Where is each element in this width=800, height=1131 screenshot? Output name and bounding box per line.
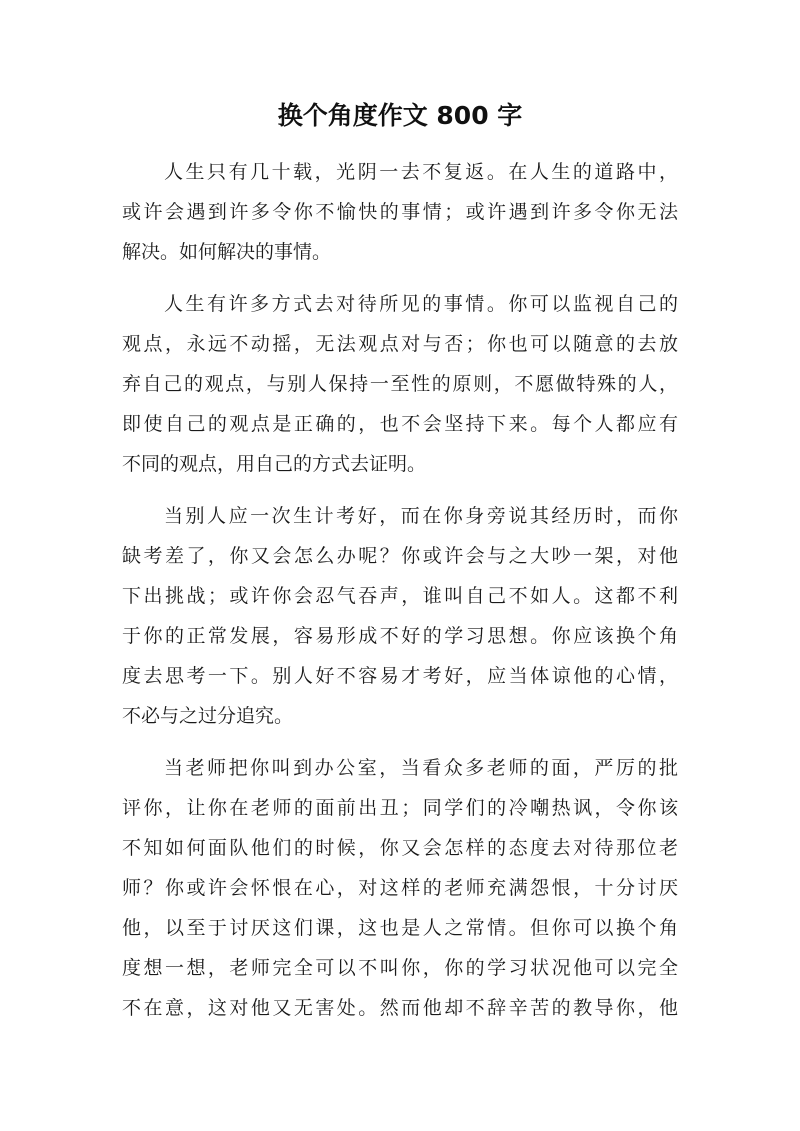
paragraph-3 xyxy=(122,496,678,736)
text-line: 他，以至于讨厌这们课，这也是人之常情。但你可以换个角 xyxy=(122,917,678,939)
text-line: 即使自己的观点是正确的，也不会坚持下来。每个人都应有 xyxy=(122,413,678,435)
text-line: 解决。如何解决的事情。 xyxy=(122,241,332,263)
text-line: 人生有许多方式去对待所见的事情。你可以监视自己的 xyxy=(164,293,678,315)
text-line: 师？你或许会怀恨在心，对这样的老师充满怨恨，十分讨厌 xyxy=(122,877,678,899)
text-line: 缺考差了，你又会怎么办呢？你或许会与之大吵一架，对他 xyxy=(122,545,678,567)
text-line: 不在意，这对他又无害处。然而他却不辞辛苦的教导你，他 xyxy=(122,997,678,1019)
paragraph-2 xyxy=(122,284,678,484)
paragraph-4 xyxy=(122,748,678,1028)
document-title: 换个角度作文 800 字 xyxy=(277,101,523,130)
text-line: 度想一想，老师完全可以不叫你，你的学习状况他可以完全 xyxy=(122,957,678,979)
document-body xyxy=(122,152,678,1040)
text-line: 观点，永远不动摇，无法观点对与否；你也可以随意的去放 xyxy=(122,333,678,355)
text-line: 评你，让你在老师的面前出丑；同学们的冷嘲热讽，令你该 xyxy=(122,797,678,819)
text-line: 不必与之过分追究。 xyxy=(122,705,294,727)
text-line: 或许会遇到许多令你不愉快的事情；或许遇到许多令你无法 xyxy=(122,201,678,223)
text-line: 当别人应一次生计考好，而在你身旁说其经历时，而你 xyxy=(164,505,678,527)
text-line: 当老师把你叫到办公室，当看众多老师的面，严厉的批 xyxy=(164,757,678,779)
text-line: 不知如何面队他们的时候，你又会怎样的态度去对待那位老 xyxy=(122,837,678,859)
paragraph-1 xyxy=(122,152,678,272)
text-line: 人生只有几十载，光阴一去不复返。在人生的道路中， xyxy=(164,161,678,183)
text-line: 弃自己的观点，与别人保持一至性的原则，不愿做特殊的人， xyxy=(122,373,678,395)
text-line: 不同的观点，用自己的方式去证明。 xyxy=(122,453,427,475)
text-line: 下出挑战；或许你会忍气吞声，谁叫自己不如人。这都不利 xyxy=(122,585,678,607)
text-line: 于你的正常发展，容易形成不好的学习思想。你应该换个角 xyxy=(122,625,678,647)
text-line: 度去思考一下。别人好不容易才考好，应当体谅他的心情， xyxy=(122,665,678,687)
